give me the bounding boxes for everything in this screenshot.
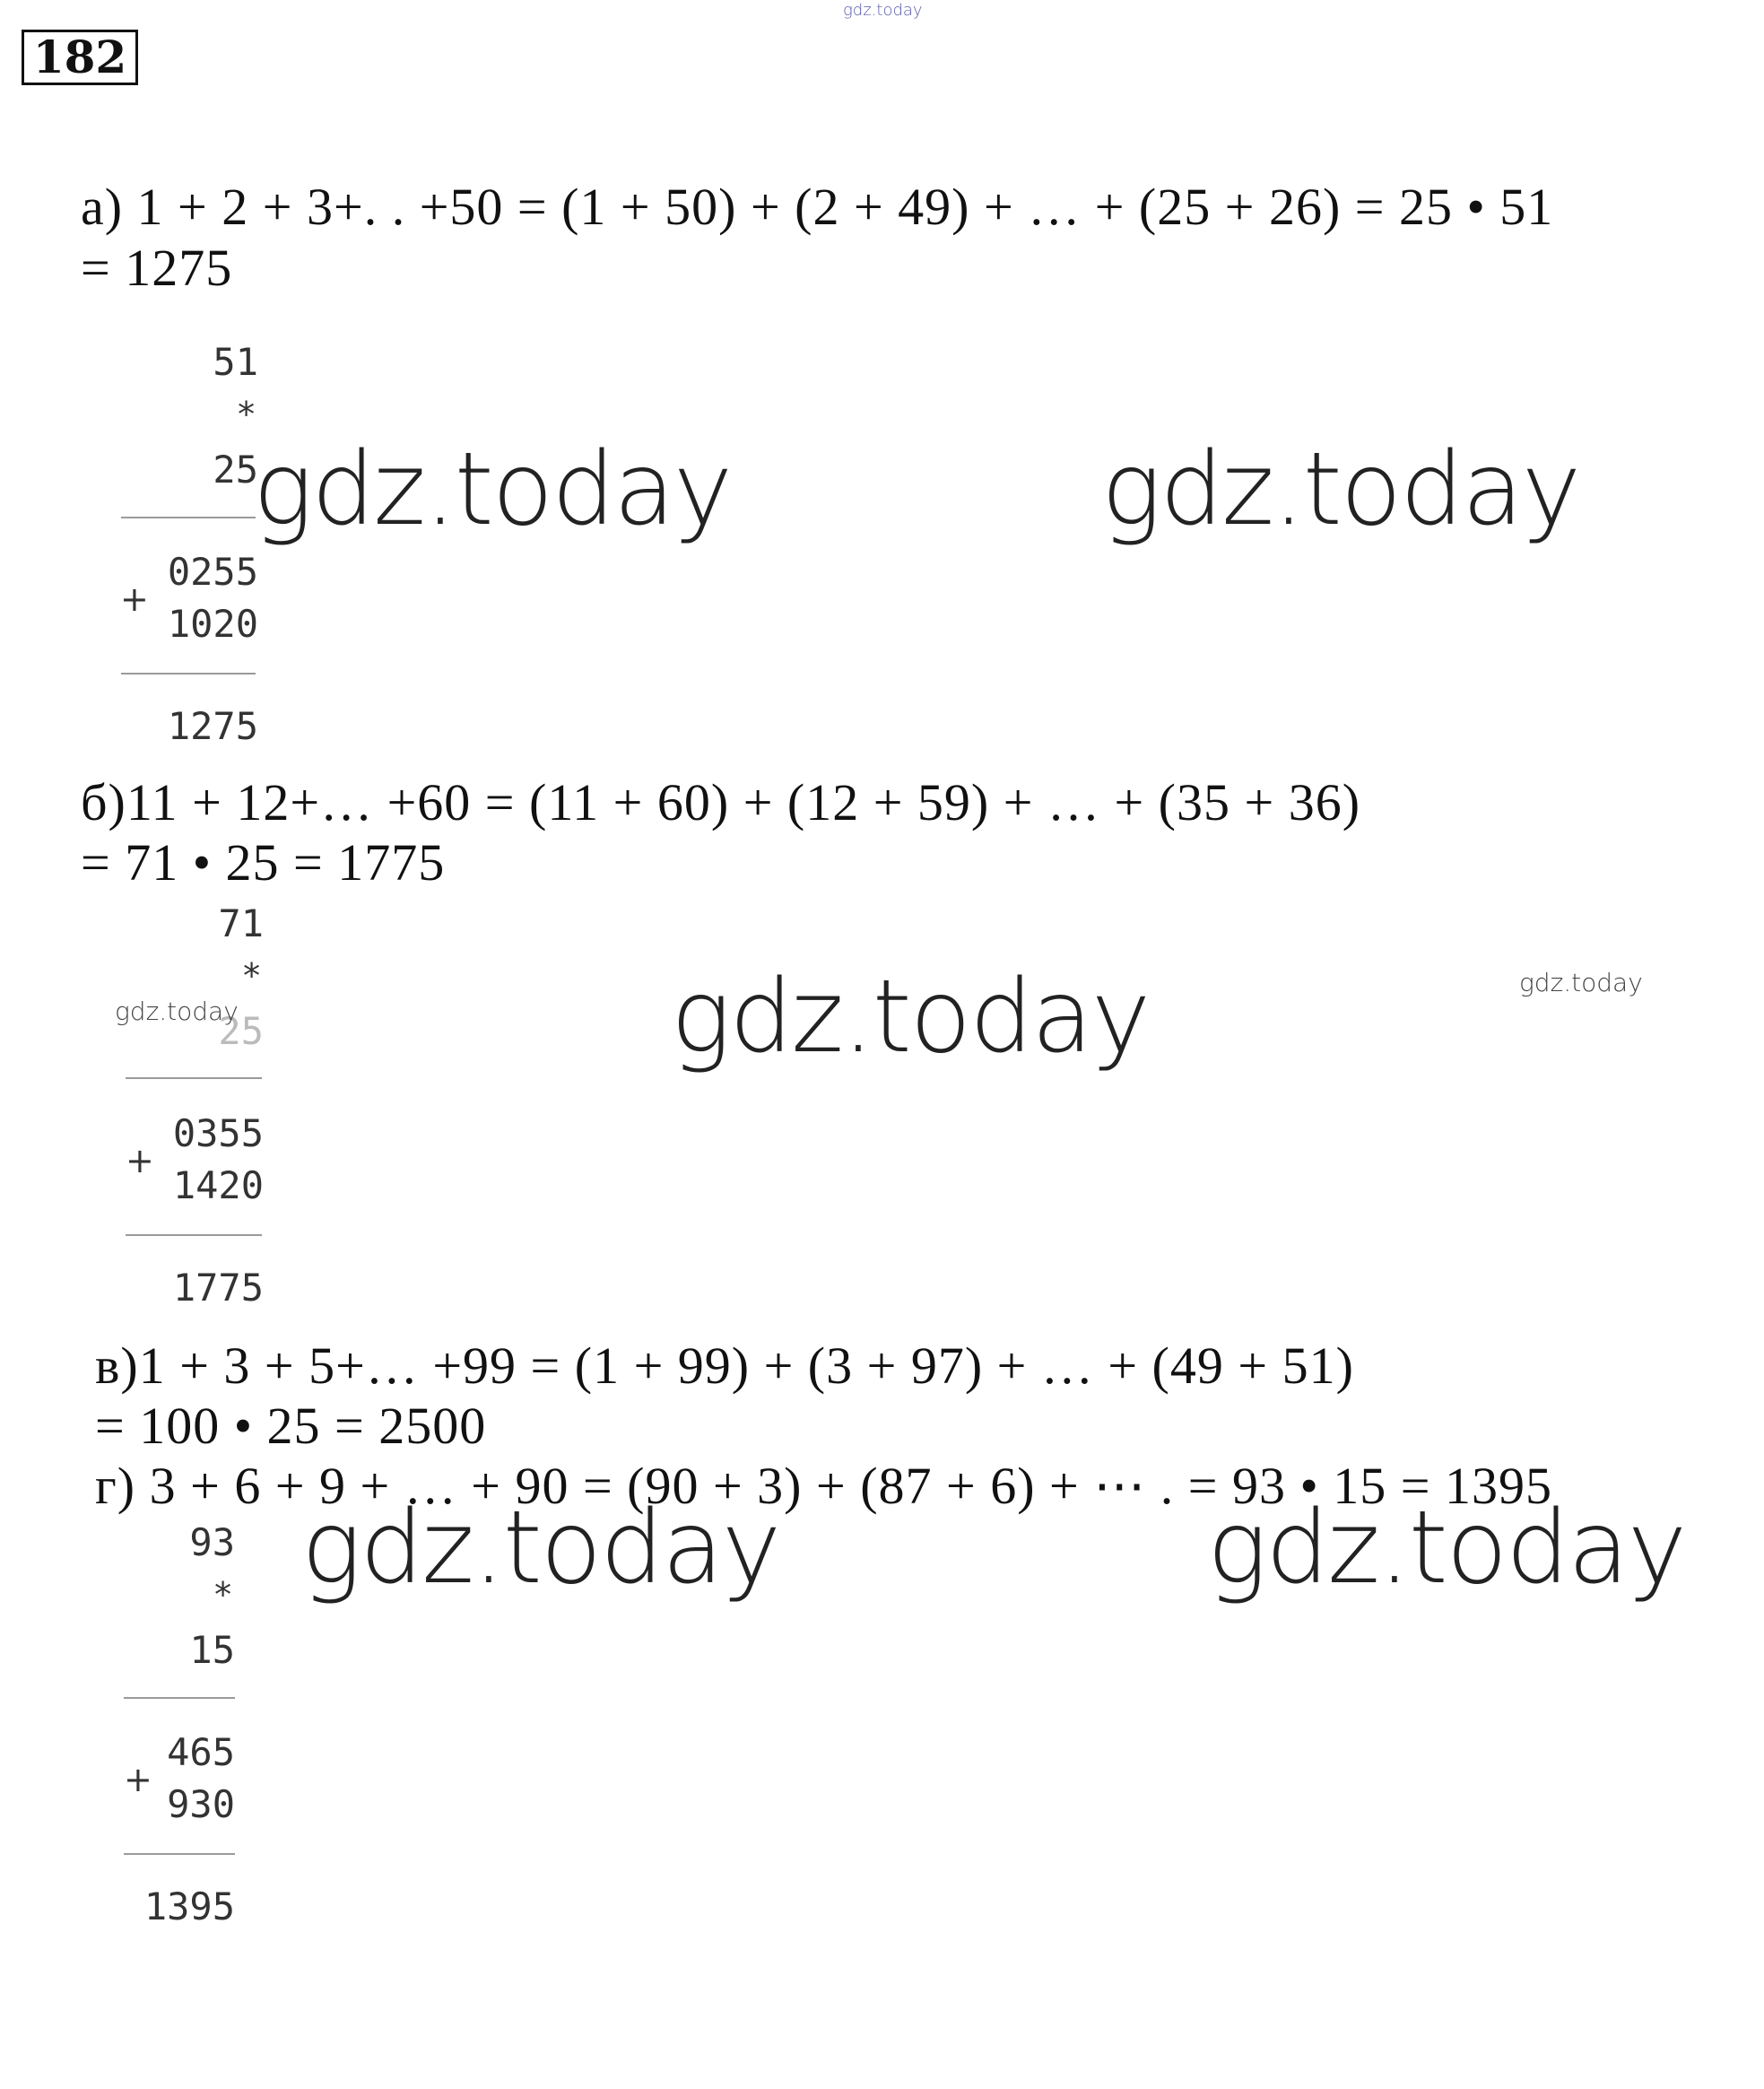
watermark-top: gdz.today	[843, 1, 923, 20]
part-g-rule-2	[124, 1853, 235, 1855]
part-b-multiply-sign: *	[241, 956, 262, 996]
watermark-brand: gdz.today	[1207, 1490, 1686, 1606]
part-g-equation-line1: г) 3 + 6 + 9 + … + 90 = (90 + 3) + (87 + 6) + ⋯ . = 93 • 15 = 1395	[95, 1457, 1552, 1515]
part-g-multiply-sign: *	[213, 1575, 233, 1615]
task-number: 182	[22, 30, 138, 85]
part-g-partial-1: 465	[167, 1730, 235, 1774]
part-b-multiplicand: 71	[218, 901, 264, 945]
part-a-result: 1275	[167, 704, 258, 748]
watermark-small: gdz.today	[1519, 968, 1643, 997]
part-b-equation-line1: б)11 + 12+… +60 = (11 + 60) + (12 + 59) + … + (35 + 36)	[81, 773, 1361, 831]
watermark-small: gdz.today	[115, 997, 239, 1026]
part-a-multiply-sign: *	[236, 395, 256, 434]
watermark-brand: gdz.today	[1101, 431, 1580, 548]
part-b-rule-1	[126, 1077, 262, 1079]
part-g-result: 1395	[143, 1884, 235, 1928]
part-v-equation-line2: = 100 • 25 = 2500	[95, 1397, 487, 1455]
part-a-equation-line1: а) 1 + 2 + 3+. . +50 = (1 + 50) + (2 + 49) + … + (25 + 26) = 25 • 51	[81, 178, 1554, 236]
part-b-multiplier: 25	[218, 1009, 264, 1053]
watermark-brand: gdz.today	[301, 1490, 780, 1606]
part-a-partial-2: 1020	[167, 602, 258, 646]
part-a-rule-2	[121, 673, 256, 675]
part-g-add-sign: +	[124, 1760, 152, 1799]
part-g-multiplicand: 93	[189, 1520, 235, 1564]
part-b-equation-line2: = 71 • 25 = 1775	[81, 833, 446, 892]
part-a-multiplier: 25	[213, 448, 258, 492]
part-b-add-sign: +	[126, 1141, 154, 1180]
part-a-add-sign: +	[120, 579, 149, 619]
part-g-rule-1	[124, 1697, 235, 1699]
part-b-partial-2: 1420	[172, 1163, 264, 1207]
part-b-rule-2	[126, 1234, 262, 1236]
part-b-result: 1775	[172, 1266, 264, 1310]
part-b-partial-1: 0355	[172, 1111, 264, 1155]
part-a-multiplicand: 51	[213, 340, 258, 384]
part-g-partial-2: 930	[167, 1782, 235, 1826]
part-a-equation-line2: = 1275	[81, 239, 233, 297]
part-a-partial-1: 0255	[167, 550, 258, 594]
part-g-multiplier: 15	[189, 1628, 235, 1672]
watermark-brand: gdz.today	[253, 431, 732, 548]
part-v-equation-line1: в)1 + 3 + 5+… +99 = (1 + 99) + (3 + 97) + … + (49 + 51)	[95, 1336, 1354, 1395]
watermark-brand: gdz.today	[671, 959, 1150, 1075]
part-a-rule-1	[121, 517, 256, 518]
